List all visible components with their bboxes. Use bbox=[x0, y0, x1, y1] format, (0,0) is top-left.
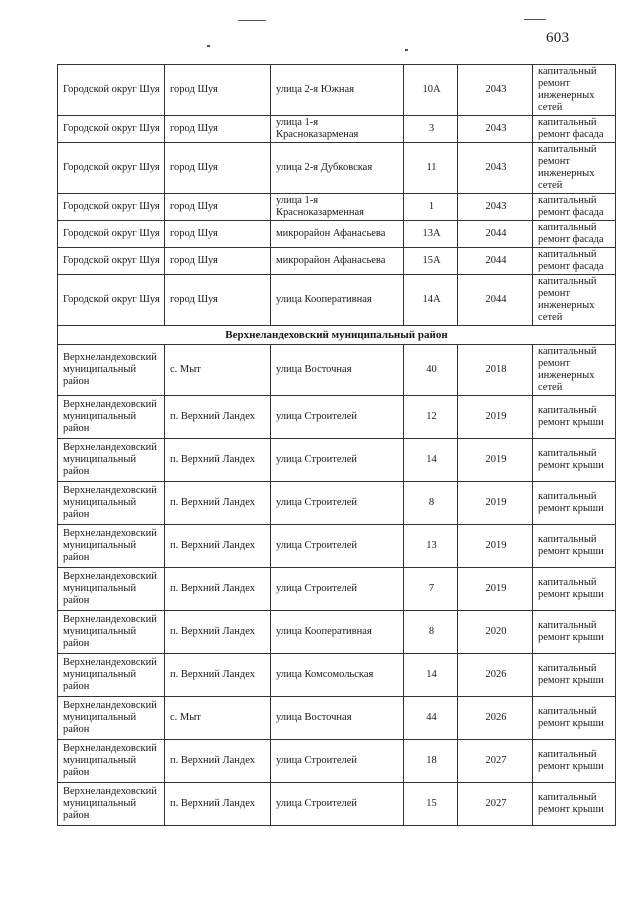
work-type-cell: капитальный ремонт крыши bbox=[533, 740, 616, 783]
settlement-cell: п. Верхний Ландех bbox=[165, 568, 271, 611]
settlement-cell: п. Верхний Ландех bbox=[165, 439, 271, 482]
street-cell: улица Строителей bbox=[271, 568, 404, 611]
year-cell: 2043 bbox=[458, 194, 533, 221]
scan-artifact bbox=[405, 49, 408, 51]
year-cell: 2043 bbox=[458, 65, 533, 116]
settlement-cell: п. Верхний Ландех bbox=[165, 611, 271, 654]
table-row bbox=[58, 116, 616, 143]
table-row bbox=[58, 439, 616, 482]
municipality-cell: Городской округ Шуя bbox=[58, 275, 165, 326]
street-cell: улица 2-я Южная bbox=[271, 65, 404, 116]
street-cell: улица Строителей bbox=[271, 783, 404, 826]
repair-schedule-table bbox=[57, 64, 616, 826]
municipality-cell: Верхнеландеховский муниципальный район bbox=[58, 697, 165, 740]
year-cell: 2027 bbox=[458, 783, 533, 826]
house-cell: 14 bbox=[404, 654, 458, 697]
house-cell: 3 bbox=[404, 116, 458, 143]
year-cell: 2019 bbox=[458, 482, 533, 525]
street-cell: улица 1-я Красноказарменная bbox=[271, 194, 404, 221]
municipality-cell: Верхнеландеховский муниципальный район bbox=[58, 439, 165, 482]
house-cell: 15А bbox=[404, 248, 458, 275]
year-cell: 2019 bbox=[458, 525, 533, 568]
work-type-cell: капитальный ремонт крыши bbox=[533, 482, 616, 525]
page-number: 603 bbox=[546, 30, 570, 46]
street-cell: улица Восточная bbox=[271, 345, 404, 396]
work-type-cell: капитальный ремонт фасада bbox=[533, 116, 616, 143]
work-type-cell: капитальный ремонт инженерных сетей bbox=[533, 65, 616, 116]
municipality-cell: Верхнеландеховский муниципальный район bbox=[58, 783, 165, 826]
work-type-cell: капитальный ремонт крыши bbox=[533, 439, 616, 482]
settlement-cell: город Шуя bbox=[165, 65, 271, 116]
house-cell: 1 bbox=[404, 194, 458, 221]
work-type-cell: капитальный ремонт крыши bbox=[533, 697, 616, 740]
table-row bbox=[58, 611, 616, 654]
municipality-cell: Верхнеландеховский муниципальный район bbox=[58, 654, 165, 697]
municipality-cell: Городской округ Шуя bbox=[58, 221, 165, 248]
municipality-cell: Городской округ Шуя bbox=[58, 248, 165, 275]
house-cell: 18 bbox=[404, 740, 458, 783]
table-row bbox=[58, 143, 616, 194]
section-header-row bbox=[58, 326, 616, 345]
year-cell: 2043 bbox=[458, 116, 533, 143]
scan-artifact bbox=[524, 19, 546, 20]
street-cell: улица Строителей bbox=[271, 740, 404, 783]
work-type-cell: капитальный ремонт крыши bbox=[533, 611, 616, 654]
house-cell: 14А bbox=[404, 275, 458, 326]
settlement-cell: город Шуя bbox=[165, 248, 271, 275]
street-cell: улица Комсомольская bbox=[271, 654, 404, 697]
settlement-cell: город Шуя bbox=[165, 116, 271, 143]
settlement-cell: с. Мыт bbox=[165, 697, 271, 740]
street-cell: микрорайон Афанасьева bbox=[271, 248, 404, 275]
street-cell: улица 1-я Красноказарменая bbox=[271, 116, 404, 143]
section-title: Верхнеландеховский муниципальный район bbox=[58, 326, 616, 345]
table-row bbox=[58, 783, 616, 826]
table-row bbox=[58, 654, 616, 697]
year-cell: 2026 bbox=[458, 697, 533, 740]
municipality-cell: Верхнеландеховский муниципальный район bbox=[58, 568, 165, 611]
settlement-cell: п. Верхний Ландех bbox=[165, 525, 271, 568]
table-row bbox=[58, 194, 616, 221]
year-cell: 2027 bbox=[458, 740, 533, 783]
house-cell: 14 bbox=[404, 439, 458, 482]
settlement-cell: п. Верхний Ландех bbox=[165, 783, 271, 826]
settlement-cell: город Шуя bbox=[165, 194, 271, 221]
year-cell: 2043 bbox=[458, 143, 533, 194]
municipality-cell: Верхнеландеховский муниципальный район bbox=[58, 482, 165, 525]
year-cell: 2044 bbox=[458, 248, 533, 275]
work-type-cell: капитальный ремонт крыши bbox=[533, 568, 616, 611]
municipality-cell: Верхнеландеховский муниципальный район bbox=[58, 611, 165, 654]
house-cell: 13А bbox=[404, 221, 458, 248]
municipality-cell: Городской округ Шуя bbox=[58, 143, 165, 194]
settlement-cell: город Шуя bbox=[165, 275, 271, 326]
municipality-cell: Верхнеландеховский муниципальный район bbox=[58, 525, 165, 568]
street-cell: улица Восточная bbox=[271, 697, 404, 740]
house-cell: 8 bbox=[404, 482, 458, 525]
house-cell: 13 bbox=[404, 525, 458, 568]
table-row bbox=[58, 568, 616, 611]
work-type-cell: капитальный ремонт инженерных сетей bbox=[533, 345, 616, 396]
work-type-cell: капитальный ремонт фасада bbox=[533, 248, 616, 275]
municipality-cell: Городской округ Шуя bbox=[58, 65, 165, 116]
scan-artifact bbox=[207, 45, 210, 47]
table-row bbox=[58, 525, 616, 568]
house-cell: 7 bbox=[404, 568, 458, 611]
house-cell: 15 bbox=[404, 783, 458, 826]
year-cell: 2018 bbox=[458, 345, 533, 396]
settlement-cell: п. Верхний Ландех bbox=[165, 396, 271, 439]
scan-artifact bbox=[238, 20, 266, 21]
work-type-cell: капитальный ремонт фасада bbox=[533, 221, 616, 248]
work-type-cell: капитальный ремонт инженерных сетей bbox=[533, 275, 616, 326]
house-cell: 40 bbox=[404, 345, 458, 396]
settlement-cell: п. Верхний Ландех bbox=[165, 654, 271, 697]
table-row bbox=[58, 697, 616, 740]
table-row bbox=[58, 65, 616, 116]
table-row bbox=[58, 345, 616, 396]
work-type-cell: капитальный ремонт крыши bbox=[533, 654, 616, 697]
table-row bbox=[58, 482, 616, 525]
municipality-cell: Городской округ Шуя bbox=[58, 116, 165, 143]
year-cell: 2020 bbox=[458, 611, 533, 654]
street-cell: улица Кооперативная bbox=[271, 275, 404, 326]
table-row bbox=[58, 396, 616, 439]
settlement-cell: город Шуя bbox=[165, 221, 271, 248]
settlement-cell: город Шуя bbox=[165, 143, 271, 194]
settlement-cell: п. Верхний Ландех bbox=[165, 740, 271, 783]
year-cell: 2044 bbox=[458, 221, 533, 248]
work-type-cell: капитальный ремонт крыши bbox=[533, 783, 616, 826]
house-cell: 10А bbox=[404, 65, 458, 116]
year-cell: 2019 bbox=[458, 568, 533, 611]
work-type-cell: капитальный ремонт фасада bbox=[533, 194, 616, 221]
street-cell: улица 2-я Дубковская bbox=[271, 143, 404, 194]
municipality-cell: Верхнеландеховский муниципальный район bbox=[58, 740, 165, 783]
municipality-cell: Верхнеландеховский муниципальный район bbox=[58, 345, 165, 396]
year-cell: 2026 bbox=[458, 654, 533, 697]
table-row bbox=[58, 221, 616, 248]
house-cell: 44 bbox=[404, 697, 458, 740]
street-cell: улица Кооперативная bbox=[271, 611, 404, 654]
year-cell: 2044 bbox=[458, 275, 533, 326]
house-cell: 11 bbox=[404, 143, 458, 194]
settlement-cell: с. Мыт bbox=[165, 345, 271, 396]
year-cell: 2019 bbox=[458, 439, 533, 482]
municipality-cell: Верхнеландеховский муниципальный район bbox=[58, 396, 165, 439]
house-cell: 12 bbox=[404, 396, 458, 439]
street-cell: улица Строителей bbox=[271, 482, 404, 525]
table-row bbox=[58, 248, 616, 275]
street-cell: микрорайон Афанасьева bbox=[271, 221, 404, 248]
street-cell: улица Строителей bbox=[271, 396, 404, 439]
street-cell: улица Строителей bbox=[271, 439, 404, 482]
street-cell: улица Строителей bbox=[271, 525, 404, 568]
house-cell: 8 bbox=[404, 611, 458, 654]
work-type-cell: капитальный ремонт крыши bbox=[533, 396, 616, 439]
table-row bbox=[58, 740, 616, 783]
settlement-cell: п. Верхний Ландех bbox=[165, 482, 271, 525]
year-cell: 2019 bbox=[458, 396, 533, 439]
municipality-cell: Городской округ Шуя bbox=[58, 194, 165, 221]
table-row bbox=[58, 275, 616, 326]
work-type-cell: капитальный ремонт инженерных сетей bbox=[533, 143, 616, 194]
work-type-cell: капитальный ремонт крыши bbox=[533, 525, 616, 568]
